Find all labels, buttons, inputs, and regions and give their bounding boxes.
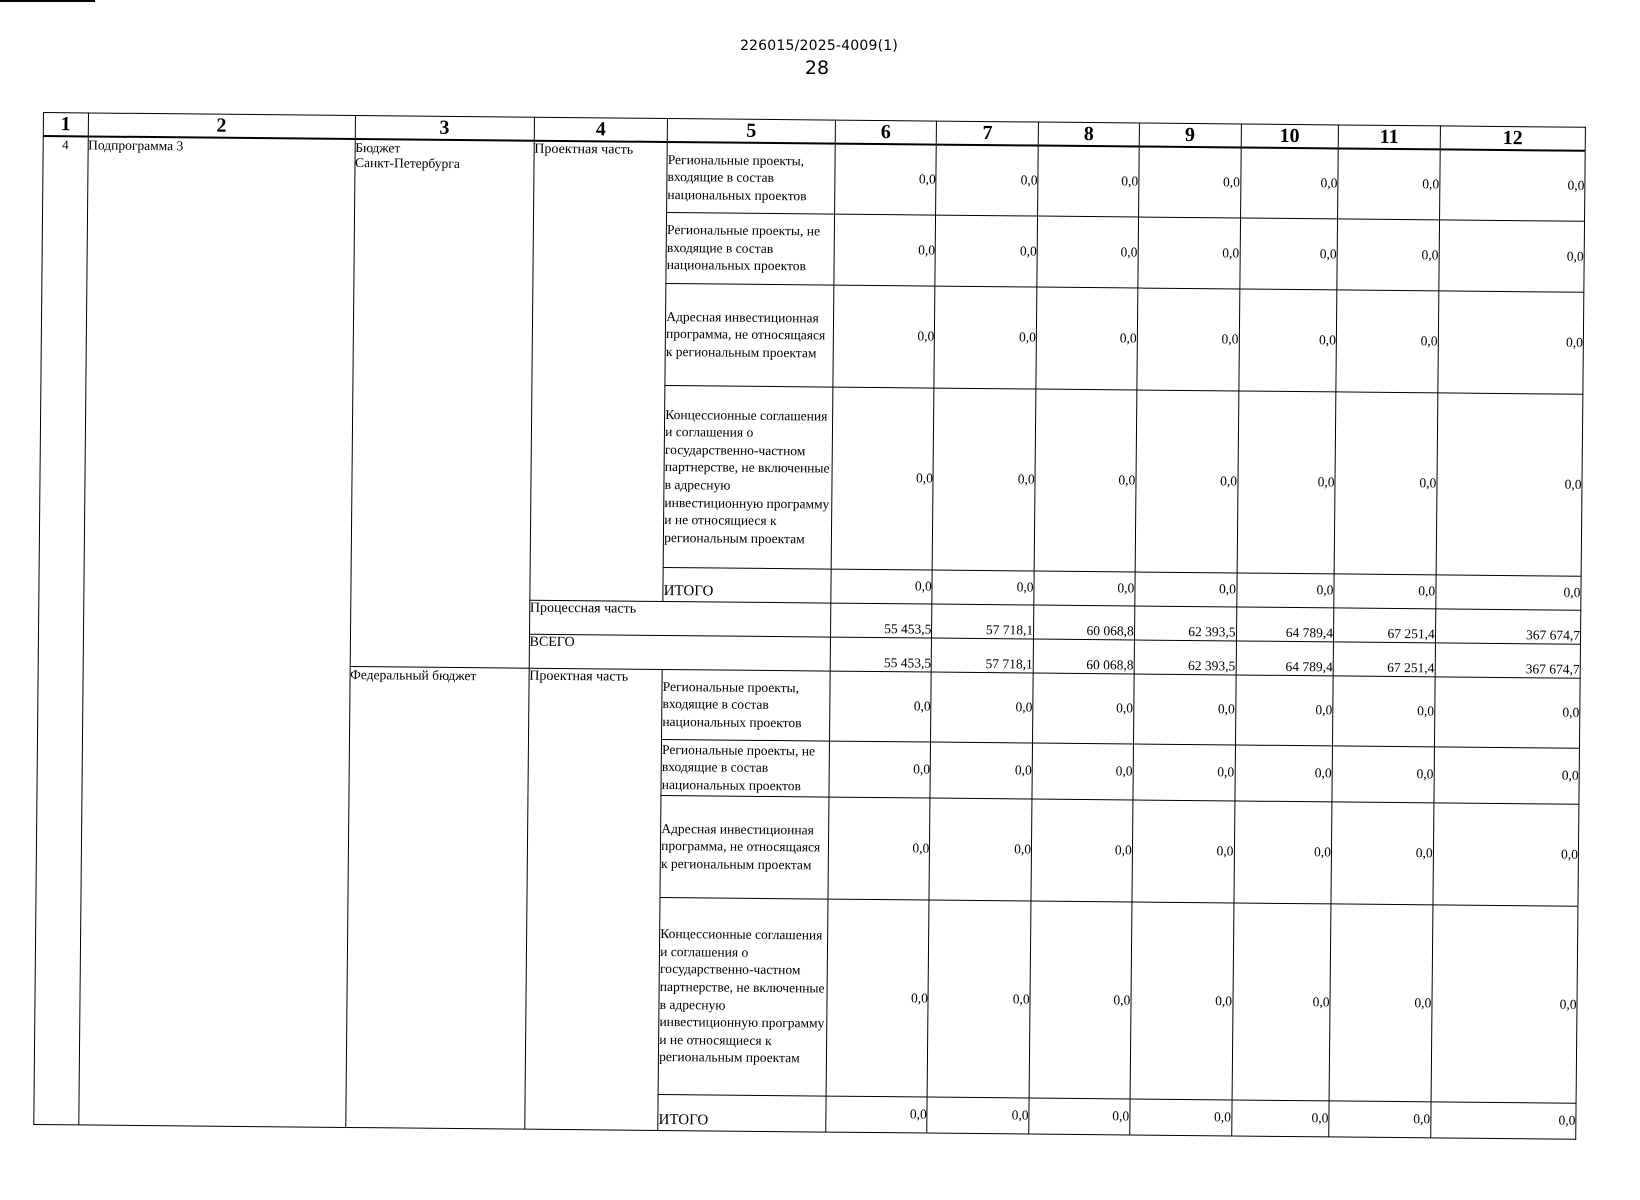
value-cell: 0,0 — [1238, 288, 1336, 391]
value-cell: 55 453,5 — [830, 637, 932, 672]
value-cell: 0,0 — [1431, 904, 1578, 1102]
value-cell: 0,0 — [1037, 216, 1138, 288]
value-cell: 67 251,4 — [1333, 641, 1435, 676]
funding-source: Федеральный бюджет — [345, 666, 529, 1129]
funding-source — [350, 139, 534, 668]
value-cell: 0,0 — [829, 671, 931, 742]
value-cell: 0,0 — [932, 570, 1034, 605]
column-number: 12 — [1440, 126, 1585, 151]
value-cell: 0,0 — [1439, 149, 1585, 220]
value-cell: 0,0 — [1138, 217, 1240, 289]
column-number: 2 — [88, 113, 355, 139]
value-cell: 0,0 — [1234, 744, 1332, 801]
value-cell: 0,0 — [1239, 217, 1337, 289]
value-cell: 0,0 — [1434, 676, 1580, 747]
value-cell: 0,0 — [1138, 147, 1240, 218]
column-number: 4 — [534, 117, 668, 142]
value-cell: 0,0 — [1338, 148, 1440, 219]
value-cell: 0,0 — [1334, 391, 1437, 574]
value-cell: 0,0 — [1034, 389, 1136, 572]
column-number: 10 — [1241, 124, 1339, 148]
column-number: 6 — [835, 120, 937, 144]
value-cell: 0,0 — [1329, 903, 1433, 1101]
value-cell: 0,0 — [927, 1097, 1029, 1134]
value-cell: 0,0 — [1232, 902, 1331, 1100]
value-cell: 0,0 — [1430, 1101, 1576, 1138]
value-cell: 0,0 — [1029, 901, 1132, 1099]
expense-category: Адресная инвестиционная программа, не относящаяся к региональным проектам — [660, 795, 828, 899]
value-cell: 0,0 — [935, 215, 1037, 287]
value-cell: 0,0 — [834, 214, 936, 286]
column-number: 9 — [1139, 123, 1241, 147]
value-cell: 0,0 — [933, 388, 1036, 571]
funding-source-line: Бюджет — [355, 139, 401, 156]
value-cell: 0,0 — [927, 900, 1031, 1098]
value-cell: 0,0 — [1032, 743, 1133, 800]
value-cell: 0,0 — [1436, 574, 1582, 609]
column-number: 5 — [667, 118, 835, 143]
value-cell: 0,0 — [1237, 390, 1336, 573]
process-part-label: Процессная часть — [529, 600, 830, 637]
value-cell: 62 393,5 — [1134, 606, 1236, 641]
value-cell: 0,0 — [1434, 746, 1580, 803]
value-cell: 0,0 — [1231, 1099, 1329, 1136]
value-cell: 0,0 — [1034, 571, 1135, 606]
project-part-label: Проектная часть — [524, 668, 662, 1130]
page-header — [0, 38, 1640, 79]
table-row — [43, 136, 1586, 221]
value-cell: 0,0 — [930, 742, 1032, 799]
value-cell: 0,0 — [831, 387, 934, 570]
value-cell: 64 789,4 — [1236, 640, 1334, 675]
value-cell: 0,0 — [1240, 147, 1338, 218]
row-number: 4 — [34, 136, 88, 1124]
column-number: 3 — [355, 115, 534, 140]
funding-source-line: Санкт-Петербурга — [355, 154, 460, 172]
value-cell: 0,0 — [1331, 801, 1434, 904]
value-cell: 0,0 — [1433, 802, 1579, 905]
scan-edge-line — [0, 0, 95, 2]
value-cell: 0,0 — [1332, 745, 1434, 802]
value-cell: 0,0 — [1038, 146, 1139, 217]
document-number: 226015/2025-4009(1) — [739, 38, 899, 54]
value-cell: 60 068,8 — [1033, 639, 1134, 674]
value-cell: 0,0 — [1329, 1100, 1431, 1137]
value-cell: 0,0 — [833, 285, 936, 388]
value-cell: 0,0 — [931, 672, 1033, 743]
subtotal-label: ИТОГО — [663, 567, 831, 603]
value-cell: 0,0 — [1436, 392, 1583, 575]
value-cell: 62 393,5 — [1134, 639, 1236, 674]
expense-category: Концессионные соглашения и соглашения о государственно-частном партнерстве, не включенные в адресную инвестиционную программу и не относящиеся к региональным проектам — [658, 897, 827, 1096]
page-number: 28 — [804, 57, 830, 79]
value-cell: 0,0 — [1133, 743, 1235, 800]
value-cell: 0,0 — [1033, 673, 1134, 744]
column-number: 8 — [1038, 122, 1139, 146]
subtotal-label: ИТОГО — [658, 1094, 826, 1132]
value-cell: 0,0 — [830, 569, 932, 604]
value-cell: 0,0 — [1233, 800, 1331, 903]
value-cell: 0,0 — [1332, 675, 1434, 746]
value-cell: 0,0 — [1438, 290, 1584, 393]
expense-category: Региональные проекты, не входящие в состав национальных проектов — [661, 739, 829, 797]
expense-category: Адресная инвестиционная программа, не относящаяся к региональным проектам — [665, 283, 833, 387]
value-cell: 0,0 — [1439, 219, 1585, 291]
value-cell: 0,0 — [1130, 1098, 1232, 1135]
column-number: 11 — [1338, 125, 1440, 149]
total-label: ВСЕГО — [529, 634, 830, 671]
value-cell: 0,0 — [929, 798, 1032, 901]
value-cell: 55 453,5 — [830, 603, 932, 638]
value-cell: 0,0 — [829, 741, 931, 798]
value-cell: 60 068,8 — [1034, 605, 1135, 640]
value-cell: 0,0 — [934, 286, 1037, 389]
value-cell: 0,0 — [1235, 674, 1333, 745]
column-number: 7 — [937, 121, 1039, 145]
expense-category: Региональные проекты, входящие в состав национальных проектов — [662, 669, 830, 741]
value-cell: 0,0 — [1236, 572, 1334, 607]
expense-category: Региональные проекты, не входящие в состав национальных проектов — [666, 212, 834, 285]
value-cell: 64 789,4 — [1236, 606, 1334, 641]
value-cell: 57 718,1 — [932, 604, 1034, 639]
value-cell: 0,0 — [1135, 390, 1238, 573]
value-cell: 0,0 — [1132, 799, 1235, 902]
value-cell: 0,0 — [1336, 289, 1439, 392]
value-cell: 57 718,1 — [932, 638, 1034, 673]
column-number: 1 — [43, 113, 88, 137]
budget-table — [33, 112, 1586, 1139]
value-cell: 0,0 — [1130, 901, 1234, 1099]
value-cell: 0,0 — [1137, 288, 1240, 391]
project-part-label: Проектная часть — [529, 141, 667, 601]
value-cell: 67 251,4 — [1333, 607, 1435, 642]
value-cell: 0,0 — [1135, 572, 1237, 607]
value-cell: 0,0 — [828, 797, 931, 900]
value-cell: 0,0 — [1029, 1098, 1130, 1135]
expense-category: Региональные проекты, входящие в состав национальных проектов — [667, 142, 835, 214]
value-cell: 367 674,7 — [1435, 608, 1581, 643]
subprogram-name: Подпрограмма 3 — [78, 136, 355, 1127]
value-cell: 0,0 — [1036, 287, 1138, 390]
value-cell: 0,0 — [834, 144, 936, 215]
value-cell: 0,0 — [1337, 218, 1439, 290]
value-cell: 0,0 — [825, 1096, 927, 1133]
value-cell: 0,0 — [1133, 673, 1235, 744]
value-cell: 0,0 — [1334, 573, 1436, 608]
value-cell: 0,0 — [1031, 799, 1133, 902]
value-cell: 0,0 — [826, 899, 930, 1097]
expense-category: Концессионные соглашения и соглашения о государственно-частном партнерстве, не включенные в адресную инвестиционную программу и не относящиеся к региональным проектам — [663, 385, 832, 569]
value-cell: 367 674,7 — [1435, 642, 1581, 677]
value-cell: 0,0 — [936, 145, 1038, 216]
